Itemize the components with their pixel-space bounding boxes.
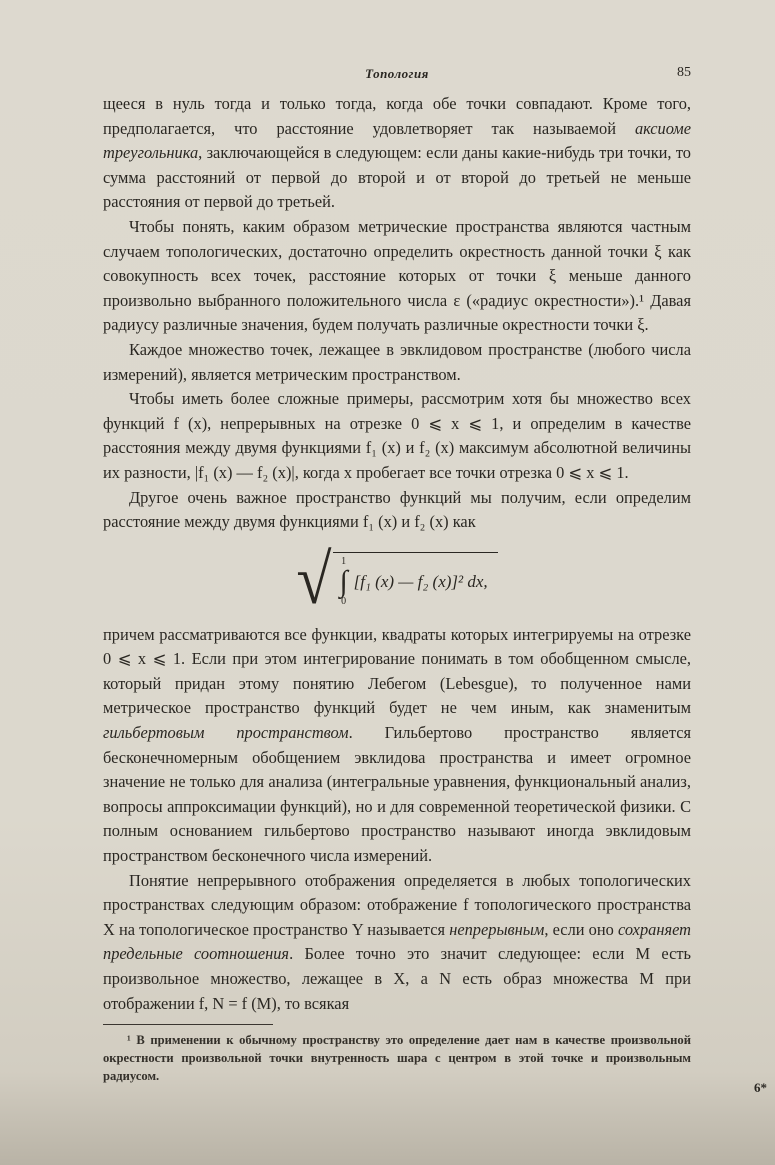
- emphasized-term: непрерывным: [449, 919, 545, 939]
- text-run: . Более точно это значит следующее: если M есть произвольное множество, лежащее в X, а N есть образ множества M при отображении f, N = f (M), то всякая: [103, 944, 691, 1013]
- emphasized-term: гильбертовым пространством: [103, 723, 349, 743]
- text-run: Чтобы иметь более сложные примеры, рассмотрим хотя бы множество всех функций f (x), непрерывных на отрезке 0 ⩽ x ⩽ 1, и определим в качестве расстояния между двумя функциями f₁ (x) и f₂ (x) максимум абсолютной величины их разности, |f₁ (x) — f₂ (x)|, когда x пробегает все точки отрезка 0 ⩽ x ⩽ 1.: [103, 389, 691, 482]
- book-page: [103, 62, 691, 1085]
- body-text-continued: [103, 623, 691, 1017]
- paragraph: [103, 338, 691, 387]
- text-run: Чтобы понять, каким образом метрические пространства являются частным случаем топологических, достаточно определить окрестность данной точки ξ как совокупность всех точек, расстояние которых от точки ξ меньше данного произвольно выбранного положительного числа ε («радиус окрестности»).¹ Давая радиусу различные значения, будем получать различные окрестности точки ξ.: [103, 216, 691, 335]
- paragraph: [103, 623, 691, 869]
- page-number: 85: [677, 65, 691, 80]
- emphasized-term: аксиоме треугольника: [103, 118, 691, 163]
- paragraph: [103, 215, 691, 338]
- paragraph: [103, 387, 691, 485]
- square-root-sign: √: [296, 540, 332, 619]
- text-run: , если оно: [544, 919, 618, 939]
- paragraph: [103, 92, 691, 215]
- integrand: [f₁ (x) — f₂ (x)]² dx,: [353, 572, 488, 592]
- integral: [339, 557, 347, 607]
- body-text: [103, 92, 691, 535]
- printer-signature-mark: 6*: [754, 1080, 767, 1095]
- paragraph: [103, 869, 691, 1017]
- text-run: Каждое множество точек, лежащее в эвклидовом пространстве (любого числа измерений), является метрическим пространством.: [103, 339, 691, 384]
- text-run: причем рассматриваются все функции, квадраты которых интегрируемы на отрезке 0 ⩽ x ⩽ 1. Если при этом интегрирование понимать в том обобщенном смысле, который придан этому понятию Лебегом (Lebesgue), то полученное нами метрическое пространство функций будет не чем иным, как знаменитым: [103, 624, 691, 718]
- page-header: [103, 62, 691, 92]
- distance-formula: [103, 537, 691, 623]
- footnote: ¹ В применении к обычному пространству это определение дает нам в качестве произвольной окрестности произвольной точки внутренность шара с центром в этой точке и произвольным радиусом.: [103, 1033, 691, 1084]
- footnote-divider: [103, 1024, 273, 1025]
- paragraph: [103, 486, 691, 535]
- emphasized-term: сохраняет предельные соотношения: [103, 919, 691, 964]
- integral-sign: ∫: [339, 565, 348, 599]
- text-run: Понятие непрерывного отображения определяется в любых топологических пространствах следующим образом: отображение f топологического пространства X на топологическое пространство Y называется: [103, 870, 691, 939]
- text-run: . Гильбертово пространство является бесконечномерным обобщением эвклидова пространства и имеет огромное значение не только для анализа (интегральные уравнения, функциональный анализ, вопросы аппроксимации функций), но и для современной теоретической физики. С полным основанием гильбертово пространство называют иногда эвклидовым пространством бесконечного числа измерений.: [103, 723, 692, 866]
- integral-lower-limit: 0: [341, 596, 347, 608]
- running-title: Топология: [365, 66, 429, 81]
- text-run: , заключающейся в следующем: если даны какие-нибудь три точки, то сумма расстояний от первой до второй и от второй до третьей не меньше расстояния от первой до третьей.: [103, 143, 691, 212]
- radicand: [333, 552, 497, 607]
- integral-upper-limit: 1: [341, 556, 347, 568]
- text-run: Другое очень важное пространство функций мы получим, если определим расстояние между двумя функциями f₁ (x) и f₂ (x) как: [103, 487, 691, 532]
- text-run: щееся в нуль тогда и только тогда, когда обе точки совпадают. Кроме того, предполагается, что расстояние удовлетворяет так называемой: [103, 94, 691, 138]
